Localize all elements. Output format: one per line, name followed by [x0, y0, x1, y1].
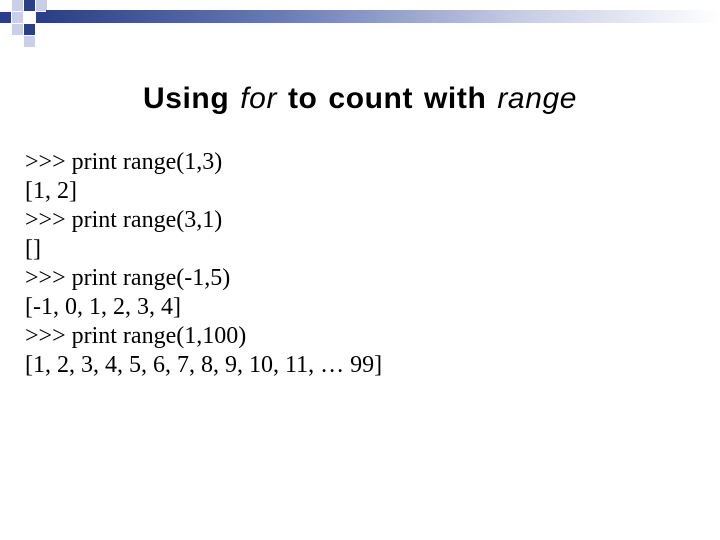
title-text-1: Using	[142, 82, 241, 115]
code-listing	[25, 148, 382, 380]
code-line: >>> print range(1,3)	[25, 149, 223, 175]
code-line: [1, 2]	[25, 178, 77, 204]
code-line: [1, 2, 3, 4, 5, 6, 7, 8, 9, 10, 11, … 99]	[25, 352, 383, 378]
title-keyword-for: for	[240, 82, 278, 115]
code-line: >>> print range(3,1)	[25, 207, 223, 233]
decor-square	[24, 0, 35, 11]
header-gradient-band	[46, 10, 720, 23]
header-decoration	[0, 0, 720, 48]
slide-title	[0, 82, 720, 116]
decor-square	[24, 24, 35, 35]
decor-square	[12, 12, 23, 23]
code-line: []	[25, 236, 41, 262]
code-line: [-1, 0, 1, 2, 3, 4]	[25, 294, 181, 320]
title-text-2: to count with	[277, 82, 498, 115]
code-line: >>> print range(1,100)	[25, 323, 247, 349]
decor-square	[12, 24, 23, 35]
title-keyword-range: range	[497, 82, 578, 115]
decor-square	[0, 12, 11, 23]
decor-square	[24, 36, 35, 47]
decor-square	[12, 0, 23, 11]
code-line: >>> print range(-1,5)	[25, 265, 231, 291]
